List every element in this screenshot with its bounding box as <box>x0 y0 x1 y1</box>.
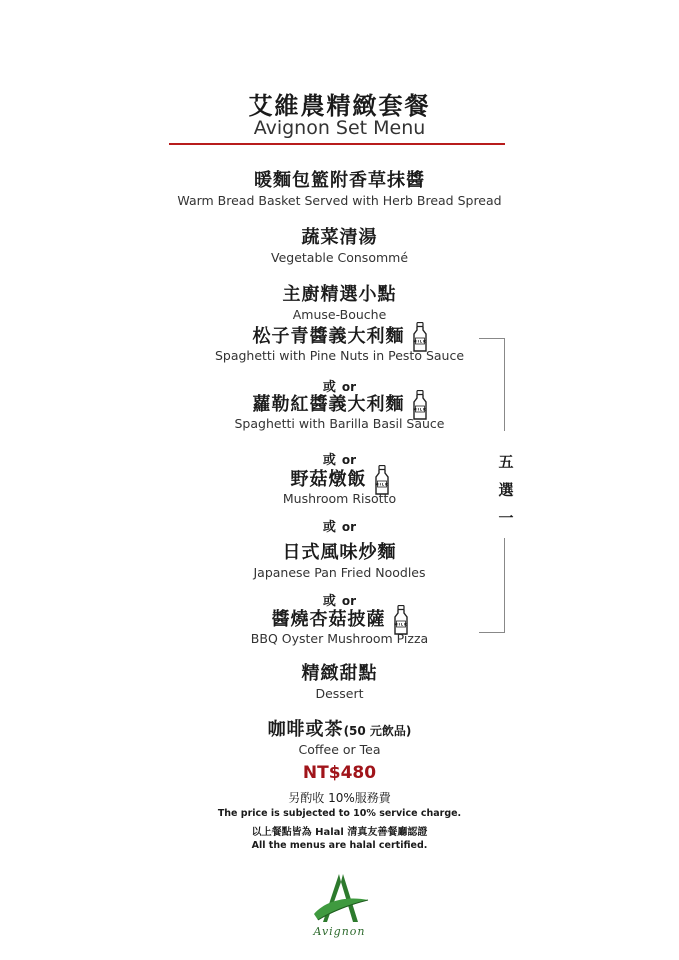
main-pesto-en: Spaghetti with Pine Nuts in Pesto Sauce <box>214 348 465 363</box>
main-risotto-zh: 野菇燉飯 <box>290 469 367 490</box>
course-drink-note: (50 元飲品) <box>343 724 412 738</box>
milk-bottle-icon <box>394 605 408 635</box>
svg-text:MILK: MILK <box>374 482 389 487</box>
halal-note-zh: 以上餐點皆為 Halal 清真友善餐廳認證 <box>251 827 428 838</box>
menu-title-zh: 艾維農精緻套餐 <box>248 92 431 120</box>
main-risotto-en: Mushroom Risotto <box>282 491 397 506</box>
or-separator: 或 or <box>322 380 357 395</box>
main-basil <box>0 390 679 431</box>
course-dessert-zh: 精緻甜點 <box>301 663 378 684</box>
course-soup-zh: 蔬菜清湯 <box>301 227 378 248</box>
course-amuse <box>0 280 679 322</box>
course-dessert <box>0 659 679 701</box>
milk-bottle-icon <box>375 465 389 495</box>
svg-text:MILK: MILK <box>412 339 427 344</box>
or-separator: 或 or <box>322 453 357 468</box>
choice-bracket-bottom <box>479 538 505 633</box>
or-separator: 或 or <box>322 594 357 609</box>
svg-text:MILK: MILK <box>412 407 427 412</box>
choice-bracket-top <box>479 338 505 431</box>
course-amuse-zh: 主廚精選小點 <box>282 284 397 305</box>
course-drink <box>0 715 679 757</box>
brand-name: Avignon <box>313 925 366 938</box>
halal-note-en: All the menus are halal certified. <box>251 840 428 851</box>
course-drink-en: Coffee or Tea <box>298 742 381 757</box>
main-noodles-en: Japanese Pan Fried Noodles <box>253 565 426 580</box>
service-charge-en: The price is subjected to 10% service charge. <box>217 808 462 819</box>
service-charge-zh: 另酌收 10%服務費 <box>288 791 391 805</box>
course-soup <box>0 223 679 265</box>
svg-text:MILK: MILK <box>393 622 408 627</box>
course-drink-zh: 咖啡或茶 <box>267 719 344 740</box>
main-noodles <box>0 538 679 580</box>
milk-bottle-icon <box>413 390 427 420</box>
set-price: NT$480 <box>302 763 377 783</box>
main-pesto-zh: 松子青醬義大利麵 <box>252 326 405 347</box>
or-separator: 或 or <box>322 520 357 535</box>
course-bread <box>0 166 679 208</box>
main-basil-en: Spaghetti with Barilla Basil Sauce <box>234 416 445 431</box>
main-risotto <box>0 465 679 506</box>
course-amuse-en: Amuse-Bouche <box>292 307 387 322</box>
menu-title-en: Avignon Set Menu <box>253 117 426 139</box>
main-noodles-zh: 日式風味炒麵 <box>282 542 397 563</box>
main-pizza-en: BBQ Oyster Mushroom Pizza <box>250 631 429 646</box>
course-bread-en: Warm Bread Basket Served with Herb Bread Spread <box>177 193 502 208</box>
course-soup-en: Vegetable Consommé <box>270 250 409 265</box>
main-pizza-zh: 醬燒杏菇披薩 <box>271 609 386 630</box>
course-dessert-en: Dessert <box>315 686 364 701</box>
main-pizza <box>0 605 679 646</box>
course-bread-zh: 暖麵包籃附香草抹醬 <box>254 170 425 191</box>
choose-one-label: 五 選 一 <box>498 453 514 527</box>
title-divider <box>169 143 505 145</box>
main-pesto <box>0 322 679 363</box>
milk-bottle-icon <box>413 322 427 352</box>
main-basil-zh: 蘿勒紅醬義大利麵 <box>252 394 405 415</box>
